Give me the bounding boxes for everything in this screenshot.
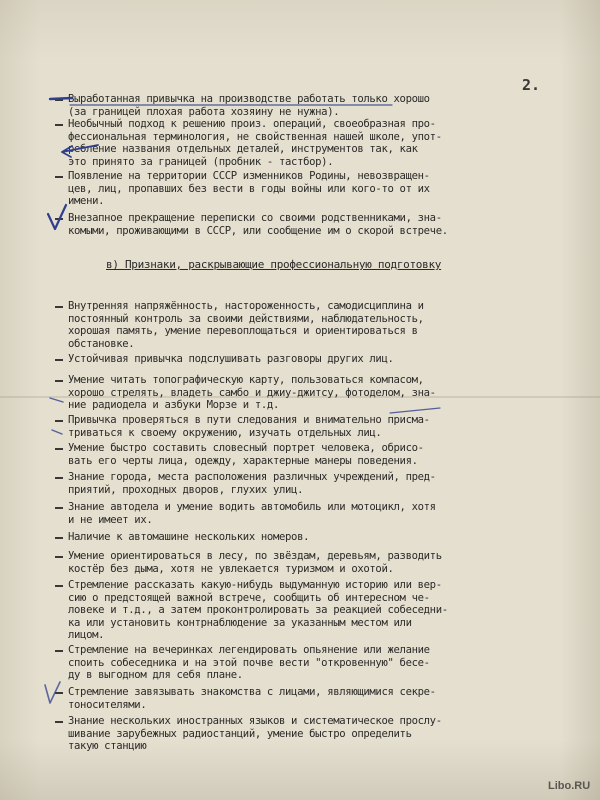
bullet-dash bbox=[55, 218, 63, 220]
list-item: Стремление рассказать какую-нибудь выдуманную историю или вер- сию о предстоящей важной встрече, сообщить об интересном че- ловеке и т.д., а затем проконтролировать за реакцией собеседни- ка или установить контрнаблюдение за указанным местом или лицом. bbox=[68, 579, 448, 642]
pen-margin-mark bbox=[52, 430, 62, 434]
bullet-dash bbox=[55, 176, 63, 178]
list-item: Знание нескольких иностранных языков и систематическое прослу- шивание зарубежных радиостанций, умение быстро определить такую станцию bbox=[68, 715, 442, 753]
list-item: Привычка проверяться в пути следования и внимательно присма- триваться к своему окружению, изучать отдельных лиц. bbox=[68, 414, 430, 439]
bullet-dash bbox=[55, 124, 63, 126]
list-item: Внезапное прекращение переписки со своими родственниками, зна- комыми, проживающими в СССР, или сообщение им о скорой встрече. bbox=[68, 212, 448, 237]
page-number: 2. bbox=[522, 76, 541, 94]
list-item: Выработанная привычка на производстве работать только хорошо (за границей плохая работа хозяину не нужна). bbox=[68, 93, 430, 118]
bullet-dash bbox=[55, 537, 63, 539]
bullet-dash bbox=[55, 556, 63, 558]
bullet-dash bbox=[55, 692, 63, 694]
bullet-dash bbox=[55, 650, 63, 652]
bullet-dash bbox=[55, 448, 63, 450]
list-item: Наличие к автомашине нескольких номеров. bbox=[68, 531, 310, 543]
list-item: Умение быстро составить словесный портрет человека, обрисо- вать его черты лица, одежду, характерные манеры поведения. bbox=[68, 442, 424, 467]
bullet-dash bbox=[55, 721, 63, 723]
bullet-dash bbox=[55, 380, 63, 382]
list-item: Умение ориентироваться в лесу, по звёздам, деревьям, разводить костёр без дыма, хотя не увлекается туризмом и охотой. bbox=[68, 550, 442, 575]
list-item: Умение читать топографическую карту, пользоваться компасом, хорошо стрелять, владеть самбо и джиу-джитсу, фотоделом, зна- ние радиодела и азбуки Морзе и т.д. bbox=[68, 374, 436, 412]
list-item: Стремление завязывать знакомства с лицами, являющимися секре- тоносителями. bbox=[68, 686, 436, 711]
list-item: Стремление на вечеринках легендировать опьянение или желание споить собеседника и на этой почве вести "откровенную" бесе- ду в выгодном для себя плане. bbox=[68, 644, 430, 682]
bullet-dash bbox=[55, 99, 63, 101]
list-item: Необычный подход к решению произ. операций, своеобразная про- фессиональная терминология, не свойственная нашей школе, упот- ребление названия отдельных деталей, инструментов так, как это принято за границей (пробник - тастбор). bbox=[68, 118, 442, 168]
bullet-dash bbox=[55, 477, 63, 479]
bullet-dash bbox=[55, 507, 63, 509]
section-heading: в) Признаки, раскрывающие профессиональную подготовку bbox=[106, 258, 442, 271]
list-item: Устойчивая привычка подслушивать разговоры других лиц. bbox=[68, 353, 394, 365]
list-item: Знание города, места расположения различных учреждений, пред- приятий, проходных дворов, глухих улиц. bbox=[68, 471, 436, 496]
bullet-dash bbox=[55, 585, 63, 587]
pen-checkmark bbox=[48, 205, 66, 229]
list-item: Внутренняя напряжённость, настороженность, самодисциплина и постоянный контроль за своими действиями, наблюдательность, хорошая память, умение перевоплощаться и ориентироваться в обстановке. bbox=[68, 300, 424, 350]
bullet-dash bbox=[55, 306, 63, 308]
bullet-dash bbox=[55, 420, 63, 422]
list-item: Появление на территории СССР изменников Родины, невозвращен- цев, лиц, пропавших без вести в годы войны или кого-то от их имени. bbox=[68, 170, 430, 208]
pen-margin-mark bbox=[50, 398, 63, 402]
bullet-dash bbox=[55, 359, 63, 361]
list-item: Знание автодела и умение водить автомобиль или мотоцикл, хотя и не имеет их. bbox=[68, 501, 436, 526]
watermark-logo: Libo.RU bbox=[548, 780, 591, 792]
